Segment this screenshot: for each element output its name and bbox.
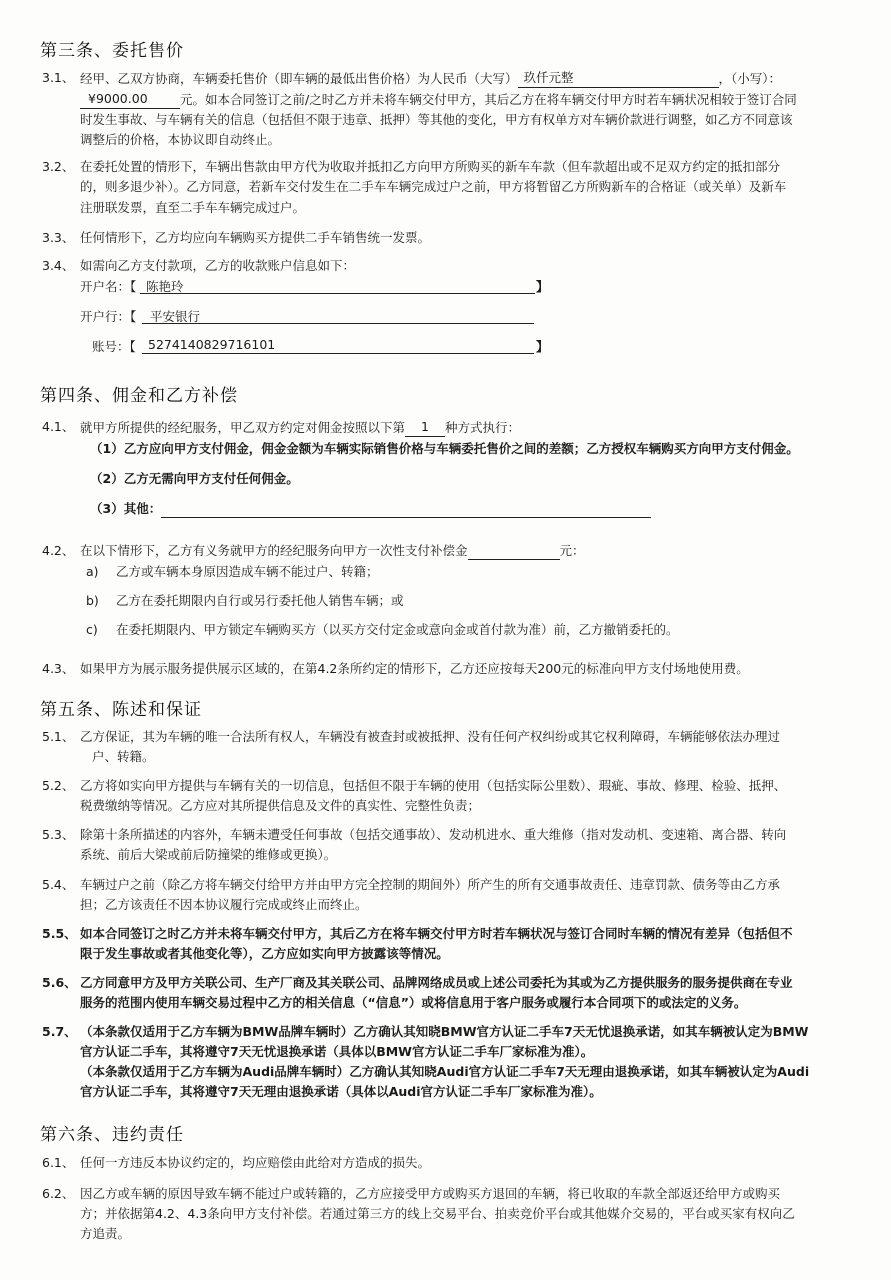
account-name-underline: [140, 293, 535, 294]
account-number-underline: [142, 353, 534, 354]
clause-4-2-c-label: c): [86, 622, 98, 637]
clause-3-4-number: 3.4、: [42, 258, 75, 273]
account-number-value: 5274140829716101: [148, 337, 276, 352]
clause-5-7-number: 5.7、: [42, 1024, 77, 1039]
article-6-heading: 第六条、违约责任: [40, 1125, 184, 1145]
clause-5-3-line2: 系统、前后大梁或前后防撞梁的维修或更换）。: [80, 847, 337, 862]
clause-3-1-line2: [80, 89, 797, 109]
account-number-close-bracket: 】: [536, 339, 549, 354]
clause-3-1-number: 3.1、: [42, 70, 75, 85]
clause-5-2-line1: 乙方将如实向甲方提供与车辆有关的一切信息，包括但不限于车辆的使用（包括实际公里数）、瑕疵、事故、修理、检验、抵押、: [80, 778, 787, 793]
commission-option-3: [90, 499, 651, 518]
clause-5-6-number: 5.6、: [42, 975, 77, 990]
clause-4-1-number: 4.1、: [42, 419, 75, 434]
clause-4-3-number: 4.3、: [42, 661, 75, 676]
clause-4-2-line1: [80, 541, 585, 560]
article-4-heading: 第四条、佣金和乙方补偿: [40, 386, 238, 406]
clause-4-1-text: 就甲方所提供的经纪服务，甲乙双方约定对佣金按照以下第: [80, 420, 406, 435]
commission-option-2: （2）乙方无需向甲方支付任何佣金。: [90, 471, 299, 486]
account-number-row: [92, 337, 552, 355]
account-number-label: 账号：【: [92, 339, 136, 354]
clause-3-1-line4: 调整后的价格，本协议即自动终止。: [80, 132, 281, 147]
clause-6-2-line2: 方；并依据第4.2、4.3条向甲方支付补偿。若通过第三方的线上交易平台、拍卖竞价平台或其他媒介交易的，平台或买家有权向乙: [80, 1206, 795, 1221]
compensation-amount-field: [468, 543, 560, 560]
clause-5-4-number: 5.4、: [42, 877, 75, 892]
clause-6-2-line1: 因乙方或车辆的原因导致车辆不能过户或转籍的，乙方应接受甲方或购买方退回的车辆，将已收取的车款全部返还给甲方或购买: [80, 1186, 781, 1201]
clause-3-2-number: 3.2、: [42, 159, 75, 174]
clause-3-1-text: 经甲、乙双方协商，车辆委托售价（即车辆的最低出售价格）为人民币（大写）: [80, 71, 518, 86]
amount-in-words-field: 玖仟元整: [518, 68, 719, 88]
clause-5-5-number: 5.5、: [42, 926, 77, 941]
clause-4-2-number: 4.2、: [42, 543, 75, 558]
clause-5-6-line2: 服务的范围内使用车辆交易过程中乙方的相关信息（“信息”）或将信息用于客户服务或履行本合同项下的或法定的义务。: [80, 995, 747, 1010]
account-name-close-bracket: 】: [536, 279, 549, 294]
clause-5-3-line1: 除第十条所描述的内容外，车辆未遭受任何事故（包括交通事故）、发动机进水、重大维修（指对发动机、变速箱、离合器、转向: [80, 827, 787, 842]
clause-5-2-number: 5.2、: [42, 778, 75, 793]
clause-3-4-line1: 如需向乙方支付款项，乙方的收款账户信息如下：: [80, 258, 356, 273]
clause-4-2-b-label: b): [86, 593, 99, 608]
clause-4-2-text: 元：: [559, 543, 585, 558]
clause-3-1-text: 元。如本合同签订之前/之时乙方并未将车辆交付甲方，其后乙方在将车辆交付甲方时若车辆状况相较于签订合同: [180, 92, 797, 107]
bank-name-underline: [142, 323, 534, 324]
clause-5-7-line2: 官方认证二手车，其将遵守7天无忧退换承诺（具体以BMW官方认证二手车厂家标准为准）。: [80, 1044, 594, 1059]
clause-5-7-line1: （本条款仅适用于乙方车辆为BMW品牌车辆时）乙方确认其知晓BMW官方认证二手车7天无忧退换承诺，如其车辆被认定为BMW: [80, 1024, 809, 1039]
account-name-label: 开户名：【: [80, 279, 137, 294]
clause-3-3-line1: 任何情形下，乙方均应向车辆购买方提供二手车销售统一发票。: [80, 230, 431, 245]
clause-5-4-line2: 担；乙方该责任不因本协议履行完成或终止而终止。: [80, 897, 368, 912]
account-name-row: [80, 277, 550, 295]
clause-4-2-a-text: 乙方或车辆本身原因造成车辆不能过户、转籍；: [116, 564, 379, 579]
commission-other-field: [161, 501, 651, 518]
commission-option-3-label: （3）其他：: [90, 501, 162, 516]
clause-5-5-line1: 如本合同签订之时乙方并未将车辆交付甲方，其后乙方在将车辆交付甲方时若车辆状况与签订合同时车辆的情况有差异（包括但不: [80, 926, 793, 941]
clause-4-1-line1: [80, 417, 520, 437]
amount-in-figures-field: ¥9000.00: [80, 89, 180, 109]
clause-3-2-line1: 在委托处置的情形下，车辆出售款由甲方代为收取并抵扣乙方向甲方所购买的新车车款（但车款超出或不足双方约定的抵扣部分: [80, 159, 781, 174]
commission-option-field: 1: [405, 417, 445, 437]
clause-5-2-line2: 税费缴纳等情况。乙方应对其所提供信息及文件的真实性、完整性负责；: [80, 798, 481, 813]
clause-3-1-text: ，（小写）：: [718, 71, 782, 86]
clause-3-1-line3: 时发生事故、与车辆有关的信息（包括但不限于违章、抵押）等其他的变化，甲方有权单方对车辆价款进行调整，如乙方不同意该: [80, 112, 793, 127]
bank-name-row: [80, 307, 550, 325]
commission-option-1: （1）乙方应向甲方支付佣金，佣金金额为车辆实际销售价格与车辆委托售价之间的差额；乙方授权车辆购买方向甲方支付佣金。: [90, 441, 799, 456]
bank-name-label: 开户行：【: [80, 309, 137, 324]
clause-5-5-line2: 限于发生事故或者其他变化等），乙方应如实向甲方披露该等情况。: [80, 946, 449, 961]
clause-5-6-line1: 乙方同意甲方及甲方关联公司、生产厂商及其关联公司、品牌网络成员或上述公司委托为其或为乙方提供服务的服务提供商在专业: [80, 975, 793, 990]
clause-4-2-c-text: 在委托期限内、甲方锁定车辆购买方（以买方交付定金或意向金或首付款为准）前，乙方撤销委托的。: [116, 622, 679, 637]
clause-4-2-a-label: a): [86, 564, 99, 579]
clause-5-3-number: 5.3、: [42, 827, 75, 842]
clause-5-1-number: 5.1、: [42, 729, 75, 744]
account-name-value: 陈艳玲: [146, 279, 184, 294]
clause-5-1-line2: 户、转籍。: [92, 749, 155, 764]
clause-4-2-b-text: 乙方在委托期限内自行或另行委托他人销售车辆；或: [116, 593, 404, 608]
clause-6-2-number: 6.2、: [42, 1186, 75, 1201]
clause-4-2-text: 在以下情形下，乙方有义务就甲方的经纪服务向甲方一次性支付补偿金: [80, 543, 468, 558]
clause-6-1-line1: 任何一方违反本协议约定的，均应赔偿由此给对方造成的损失。: [80, 1155, 431, 1170]
clause-5-1-line1: 乙方保证，其为车辆的唯一合法所有权人，车辆没有被查封或被抵押、没有任何产权纠纷或其它权利障碍，车辆能够依法办理过: [80, 729, 781, 744]
bank-name-value: 平安银行: [150, 309, 201, 324]
clause-3-2-line3: 注册联发票，直至二手车车辆完成过户。: [80, 200, 306, 215]
clause-5-4-line1: 车辆过户之前（除乙方将车辆交付给甲方并由甲方完全控制的期间外）所产生的所有交通事故责任、违章罚款、债务等由乙方承: [80, 877, 781, 892]
clause-5-7-line3: （本条款仅适用于乙方车辆为Audi品牌车辆时）乙方确认其知晓Audi官方认证二手车7天无理由退换承诺，如其车辆被认定为Audi: [80, 1064, 810, 1079]
clause-6-2-line3: 方追责。: [80, 1226, 131, 1241]
clause-5-7-line4: 官方认证二手车，其将遵守7天无理由退换承诺（具体以Audi官方认证二手车厂家标准为准）。: [80, 1084, 602, 1099]
clause-3-3-number: 3.3、: [42, 230, 75, 245]
article-5-heading: 第五条、陈述和保证: [40, 700, 202, 720]
clause-4-1-text: 种方式执行：: [445, 420, 521, 435]
clause-3-2-line2: 的，则多退少补）。乙方同意，若新车交付发生在二手车车辆完成过户之前，甲方将暂留乙方所购新车的合格证（或关单）及新车: [80, 179, 787, 194]
clause-6-1-number: 6.1、: [42, 1155, 75, 1170]
clause-3-1-line1: [80, 68, 781, 88]
clause-4-3-line1: 如果甲方为展示服务提供展示区域的，在第4.2条所约定的情形下，乙方还应按每天200元的标准向甲方支付场地使用费。: [80, 661, 749, 676]
article-3-heading: 第三条、委托售价: [40, 41, 184, 61]
